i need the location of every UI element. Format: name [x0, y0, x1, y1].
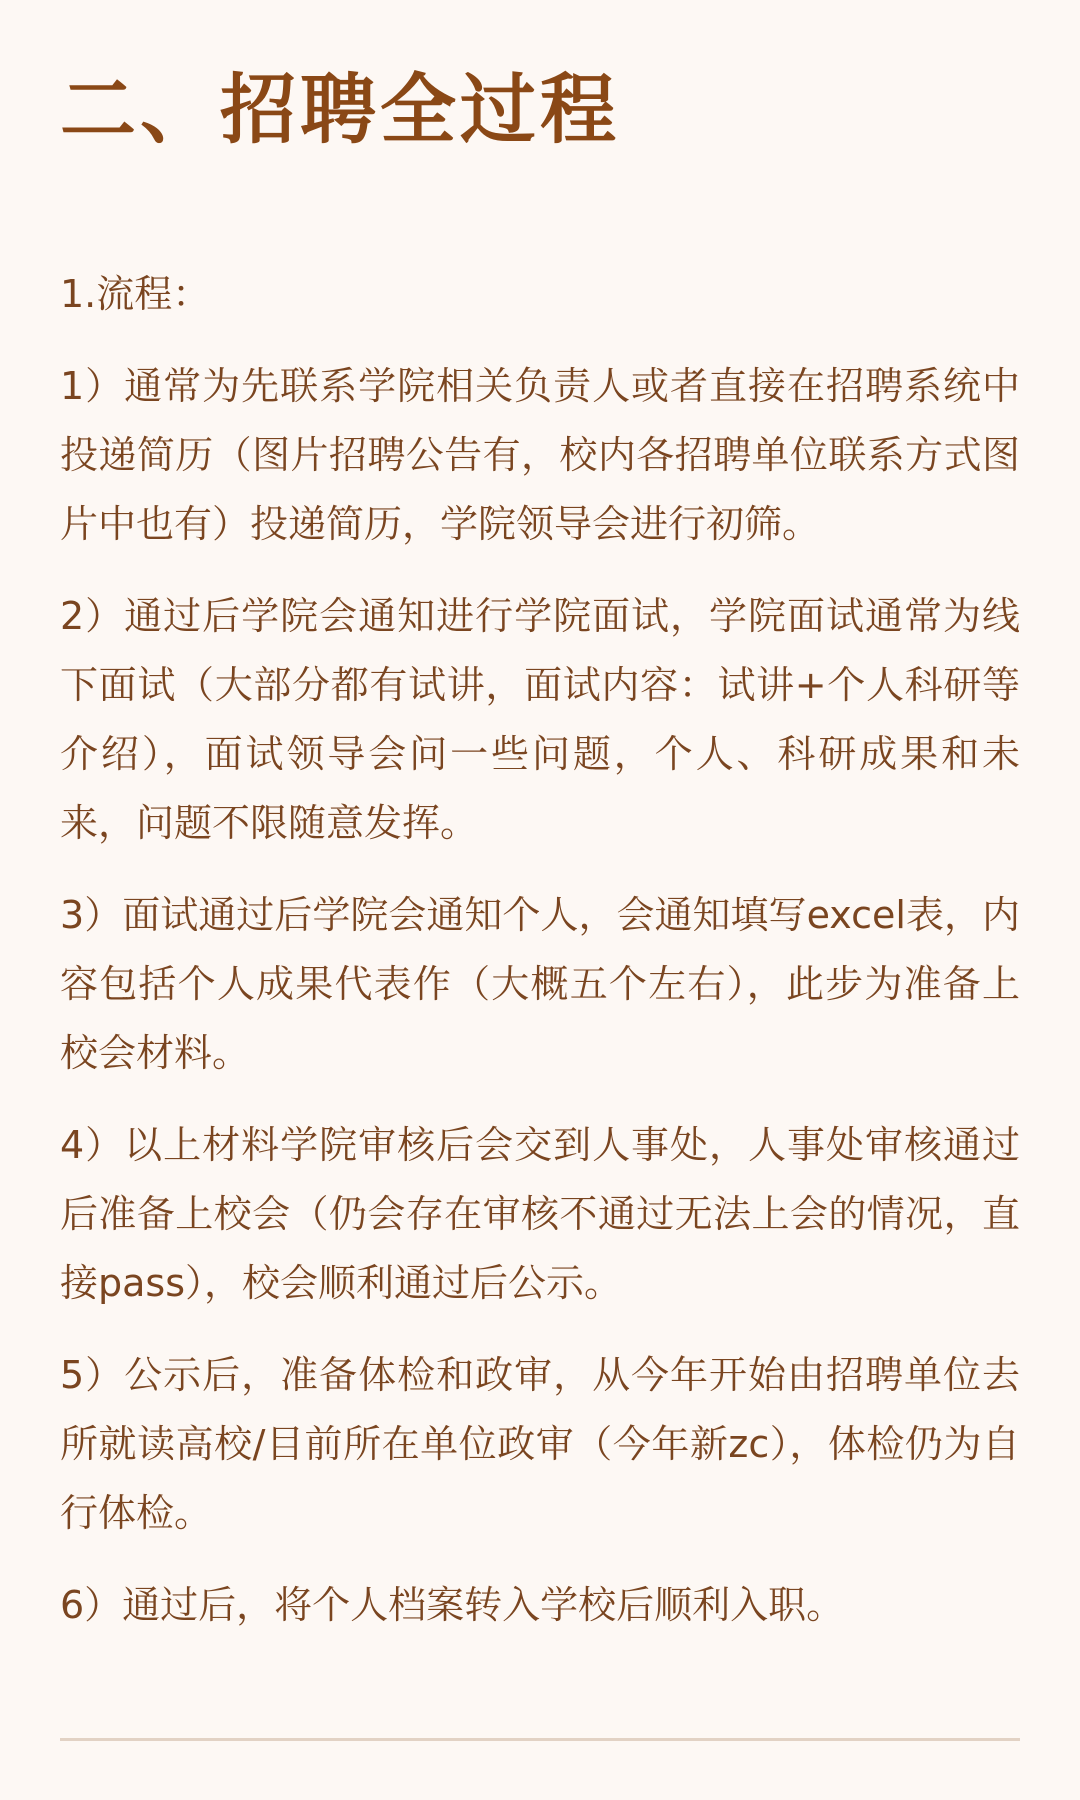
section-title: 二、招聘全过程 — [60, 65, 620, 154]
process-step-1: 1）通常为先联系学院相关负责人或者直接在招聘系统中投递简历（图片招聘公告有，校内各招聘单位联系方式图片中也有）投递简历，学院领导会进行初筛。 — [60, 364, 1020, 546]
process-step-2: 2）通过后学院会通知进行学院面试，学院面试通常为线下面试（大部分都有试讲，面试内容：试讲+个人科研等介绍），面试领导会问一些问题，个人、科研成果和未来，问题不限随意发挥。 — [60, 594, 1020, 845]
process-step-5: 5）公示后，准备体检和政审，从今年开始由招聘单位去所就读高校/目前所在单位政审（今年新zc），体检仍为自行体检。 — [60, 1353, 1020, 1535]
process-step-4: 4）以上材料学院审核后会交到人事处，人事处审核通过后准备上校会（仍会存在审核不通过无法上会的情况，直接pass），校会顺利通过后公示。 — [60, 1123, 1020, 1305]
process-step-6: 6）通过后，将个人档案转入学校后顺利入职。 — [60, 1583, 845, 1627]
process-subtitle: 1.流程： — [60, 272, 211, 316]
bottom-divider — [60, 1738, 1020, 1741]
process-step-3: 3）面试通过后学院会通知个人，会通知填写excel表，内容包括个人成果代表作（大概五个左右），此步为准备上校会材料。 — [60, 893, 1020, 1075]
process-steps-list — [60, 352, 1020, 1640]
